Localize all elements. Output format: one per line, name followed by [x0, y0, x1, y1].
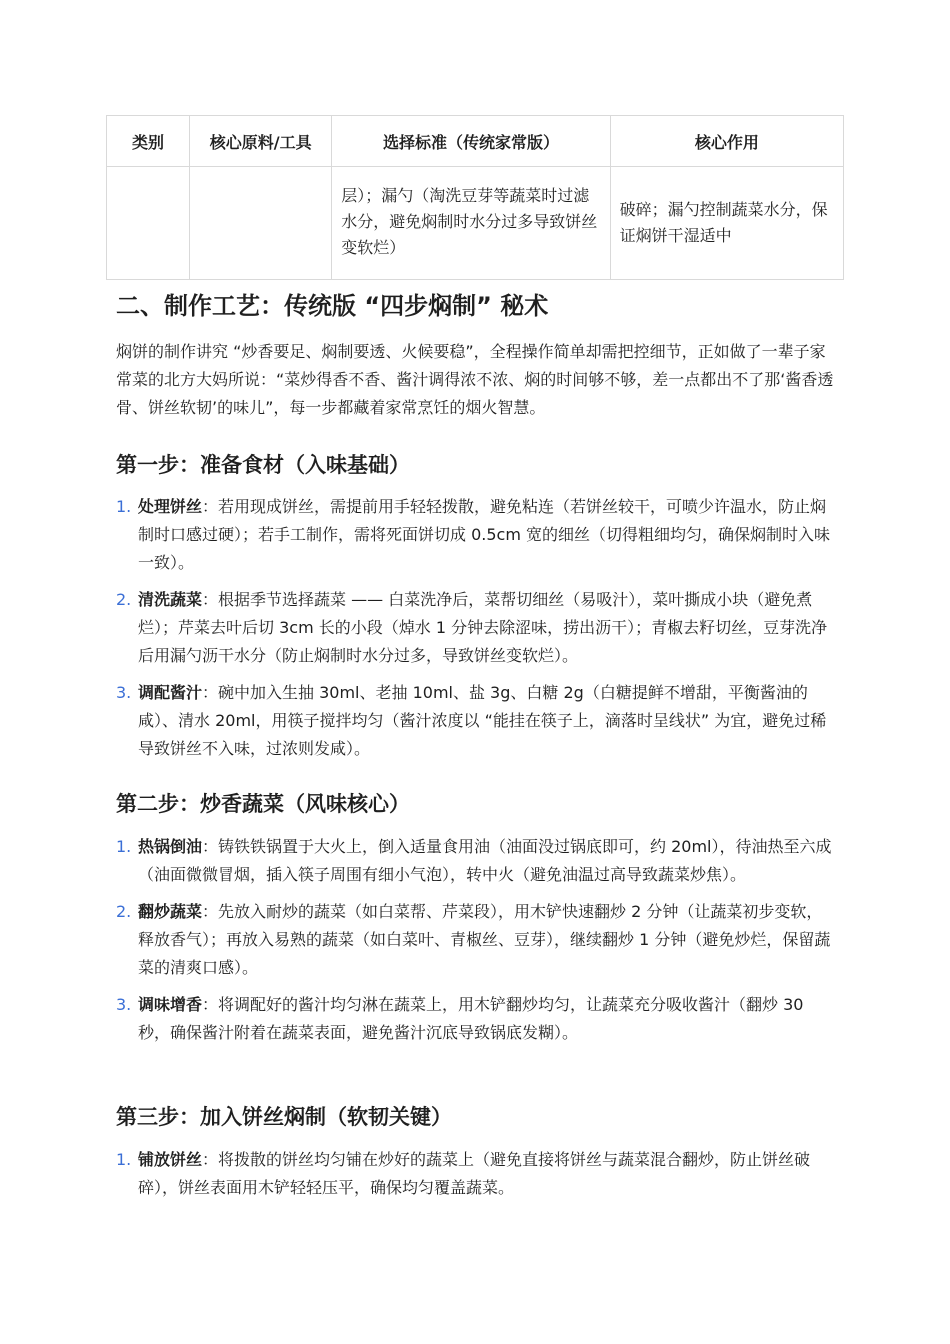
list-item: [116, 833, 836, 889]
table-cell-ingredient: [190, 167, 332, 280]
list-item: [116, 1146, 836, 1202]
list-item-label: 翻炒蔬菜: [138, 902, 203, 921]
table-header-category: 类别: [107, 116, 190, 167]
list-item-number: 1.: [116, 1150, 132, 1169]
table-row: [107, 167, 844, 280]
table-header-criteria: 选择标准（传统家常版）: [332, 116, 610, 167]
list-item-text: ：铸铁铁锅置于大火上，倒入适量食用油（油面没过锅底即可，约 20ml），待油热至六成（油面微微冒烟，插入筷子周围有细小气泡），转中火（避免油温过高导致蔬菜炒焦）。: [138, 837, 832, 884]
list-item: [116, 991, 836, 1047]
list-item-text: ：先放入耐炒的蔬菜（如白菜帮、芹菜段），用木铲快速翻炒 2 分钟（让蔬菜初步变软，释放香气）；再放入易熟的蔬菜（如白菜叶、青椒丝、豆芽），继续翻炒 1 分钟（避免炒烂，保留蔬菜的清爽口感）。: [138, 902, 831, 977]
list-item-number: 2.: [116, 902, 132, 921]
list-item-text: ：碗中加入生抽 30ml、老抽 10ml、盐 3g、白糖 2g（白糖提鲜不增甜，平衡酱油的咸）、清水 20ml，用筷子搅拌均匀（酱汁浓度以 “能挂在筷子上，滴落时呈线状” 为宜，避免过稀导致饼丝不入味，过浓则发咸）。: [138, 683, 827, 758]
step-3-list: [116, 1146, 836, 1202]
table-header-function: 核心作用: [610, 116, 843, 167]
table-header-row: [107, 116, 844, 167]
step-2-heading: 第二步：炒香蔬菜（风味核心）: [116, 792, 410, 816]
section-title: 二、制作工艺：传统版 “四步焖制” 秘术: [116, 292, 549, 320]
list-item-label: 处理饼丝: [138, 497, 203, 516]
list-item-number: 1.: [116, 837, 132, 856]
table-cell-criteria: 层）；漏勺（淘洗豆芽等蔬菜时过滤水分，避免焖制时水分过多导致饼丝变软烂）: [332, 167, 610, 280]
step-1-list: [116, 493, 836, 763]
ingredients-table: [106, 115, 844, 280]
list-item-text: ：若用现成饼丝，需提前用手轻轻拨散，避免粘连（若饼丝较干，可喷少许温水，防止焖制时口感过硬）；若手工制作，需将死面饼切成 0.5cm 宽的细丝（切得粗细均匀，确保焖制时入味一致）。: [138, 497, 831, 572]
list-item-text: ：将调配好的酱汁均匀淋在蔬菜上，用木铲翻炒均匀，让蔬菜充分吸收酱汁（翻炒 30 秒，确保酱汁附着在蔬菜表面，避免酱汁沉底导致锅底发糊）。: [138, 995, 804, 1042]
list-item: [116, 586, 836, 670]
section-intro: 焖饼的制作讲究 “炒香要足、焖制要透、火候要稳”，全程操作简单却需把控细节，正如做了一辈子家常菜的北方大妈所说：“菜炒得香不香、酱汁调得浓不浓、焖的时间够不够，差一点都出不了那‘酱香透骨、饼丝软韧’的味儿”，每一步都藏着家常烹饪的烟火智慧。: [116, 342, 834, 417]
step-3-heading: 第三步：加入饼丝焖制（软韧关键）: [116, 1105, 452, 1129]
list-item-label: 调味增香: [138, 995, 203, 1014]
step-2-list: [116, 833, 836, 1047]
step-1-heading: 第一步：准备食材（入味基础）: [116, 453, 410, 477]
list-item-label: 调配酱汁: [138, 683, 203, 702]
list-item: [116, 493, 836, 577]
list-item-text: ：将拨散的饼丝均匀铺在炒好的蔬菜上（避免直接将饼丝与蔬菜混合翻炒，防止饼丝破碎），饼丝表面用木铲轻轻压平，确保均匀覆盖蔬菜。: [138, 1150, 811, 1197]
list-item-number: 2.: [116, 590, 132, 609]
list-item-label: 清洗蔬菜: [138, 590, 203, 609]
list-item-number: 3.: [116, 683, 132, 702]
list-item-label: 铺放饼丝: [138, 1150, 203, 1169]
list-item-number: 1.: [116, 497, 132, 516]
table-header-ingredient: 核心原料/工具: [190, 116, 332, 167]
list-item: [116, 679, 836, 763]
list-item-label: 热锅倒油: [138, 837, 203, 856]
list-item: [116, 898, 836, 982]
table-cell-category: [107, 167, 190, 280]
table-cell-function: 破碎；漏勺控制蔬菜水分，保证焖饼干湿适中: [610, 167, 843, 280]
list-item-text: ：根据季节选择蔬菜 —— 白菜洗净后，菜帮切细丝（易吸汁），菜叶撕成小块（避免煮烂）；芹菜去叶后切 3cm 长的小段（焯水 1 分钟去除涩味，捞出沥干）；青椒去籽切丝，豆芽洗净后用漏勺沥干水分（防止焖制时水分过多，导致饼丝变软烂）。: [138, 590, 828, 665]
list-item-number: 3.: [116, 995, 132, 1014]
